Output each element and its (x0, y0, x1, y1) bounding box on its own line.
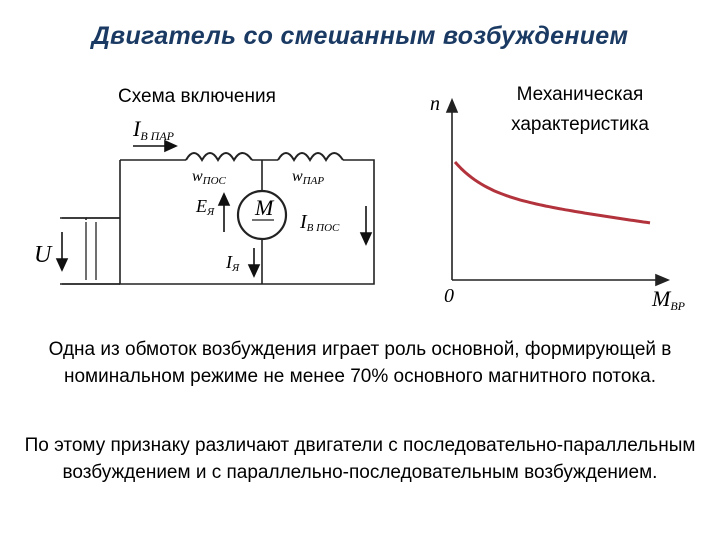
i-series-label: IВ ПОС (300, 211, 340, 234)
page-title: Двигатель со смешанным возбуждением (91, 22, 629, 50)
schematic-heading: Схема включения (118, 86, 276, 107)
x-axis-label: MВР (652, 286, 685, 313)
mechanical-characteristic-curve (455, 162, 650, 223)
i-parallel-label: IВ ПАР (133, 116, 174, 143)
voltage-label: U (34, 242, 52, 268)
w-series-label: wПОС (192, 168, 226, 187)
emf-label: EЯ (196, 196, 215, 218)
x-axis-arrow (656, 275, 668, 285)
y-axis-arrow (447, 100, 457, 112)
characteristic-heading: Механическая характеристика (511, 84, 649, 135)
paragraph-main-winding: Одна из обмоток возбуждения играет роль основной, формирующей в номинальном режиме не менее 70% основного магнитного потока. (48, 339, 672, 387)
y-axis-label: n (430, 93, 440, 115)
paragraph-classification: По этому признаку различают двигатели с последовательно-параллельным возбуждением и с параллельно-последовательным возбуждением. (24, 435, 696, 483)
motor-label: M (255, 195, 274, 220)
i-armature-label: IЯ (226, 252, 240, 274)
origin-label: 0 (444, 285, 454, 307)
w-parallel-label: wПАР (292, 168, 325, 187)
